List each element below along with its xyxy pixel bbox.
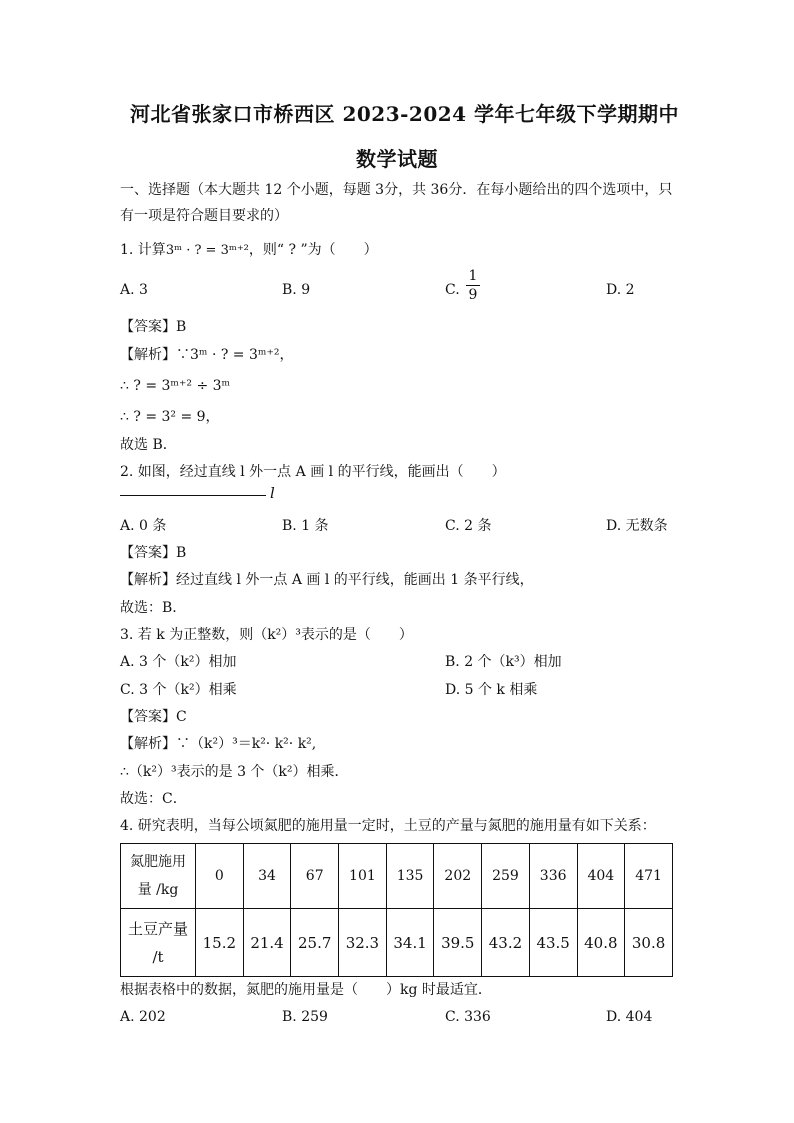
table-cell: 34.1 — [386, 909, 434, 977]
table-cell: 40.8 — [577, 909, 625, 977]
q3-option-b: B. 2 个（k³）相加 — [445, 654, 562, 670]
q4-option-b: B. 259 — [282, 1009, 328, 1025]
table-cell: 101 — [339, 844, 387, 909]
q4-follow-text: 根据表格中的数据，氮肥的施用量是（ ）kg 时最适宜． — [120, 982, 492, 998]
table-cell: 39.5 — [434, 909, 482, 977]
section-instructions-line2: 有一项是符合题目要求的） — [120, 208, 288, 224]
fraction-bar — [466, 285, 480, 286]
line-l-label: l — [270, 484, 275, 502]
q2-option-d: D. 无数条 — [606, 518, 668, 534]
q3-option-c: C. 3 个（k²）相乘 — [120, 682, 237, 698]
q1-stem — [120, 240, 378, 261]
table-cell: 135 — [386, 844, 434, 909]
table-cell: 0 — [196, 844, 244, 909]
q4-option-d: D. 404 — [606, 1009, 653, 1025]
q3-option-a: A. 3 个（k²）相加 — [120, 654, 237, 670]
q3-answer: 【答案】C — [120, 709, 187, 725]
row-header-fertilizer-line2: 量 /kg — [137, 882, 179, 898]
table-cell: 43.2 — [482, 909, 530, 977]
q2-option-b: B. 1 条 — [282, 518, 329, 534]
row-header-fertilizer — [121, 844, 196, 909]
row-header-yield — [121, 909, 196, 977]
row-header-yield-line1: 土豆产量 — [127, 919, 188, 938]
row-header-yield-line2: /t — [152, 947, 164, 966]
table-cell: 67 — [291, 844, 339, 909]
table-cell: 15.2 — [196, 909, 244, 977]
q1-option-c-fraction — [466, 268, 480, 303]
q1-analysis-line1: 【解析】∵3ᵐ · ? = 3ᵐ⁺²， — [120, 347, 294, 363]
q1-analysis-line4: 故选 B． — [120, 437, 177, 453]
q1-stem-suffix: ，则“ ? ”为（ ） — [248, 242, 378, 258]
q1-answer: 【答案】B — [120, 319, 187, 335]
q1-analysis-line2: ∴ ? = 3ᵐ⁺² ÷ 3ᵐ — [120, 378, 231, 394]
q3-analysis-line2: ∴（k²）³表示的是 3 个（k²）相乘． — [120, 764, 349, 780]
row-header-fertilizer-line1: 氮肥施用 — [130, 854, 186, 870]
table-cell: 336 — [529, 844, 577, 909]
q1-analysis-line3: ∴ ? = 3² = 9， — [120, 409, 220, 425]
fraction-denominator: 9 — [468, 287, 478, 303]
q2-analysis-line2: 故选：B. — [120, 600, 177, 616]
table-cell: 202 — [434, 844, 482, 909]
table-cell: 404 — [577, 844, 625, 909]
table-cell: 259 — [482, 844, 530, 909]
table-cell: 25.7 — [291, 909, 339, 977]
q3-analysis-line3: 故选：C． — [120, 791, 187, 807]
q1-option-d: D. 2 — [606, 282, 635, 298]
table-cell: 32.3 — [339, 909, 387, 977]
fertilizer-yield-table — [120, 843, 673, 977]
q1-option-c: C. — [445, 282, 460, 298]
q1-stem-expr: 3ᵐ · ? = 3ᵐ⁺² — [165, 243, 249, 258]
line-l-figure — [120, 495, 266, 496]
q4-option-a: A. 202 — [120, 1009, 166, 1025]
table-cell: 21.4 — [243, 909, 291, 977]
page-subtitle: 数学试题 — [356, 147, 438, 171]
table-cell: 34 — [243, 844, 291, 909]
q4-stem: 4. 研究表明，当每公顷氮肥的施用量一定时，土豆的产量与氮肥的施用量有如下关系： — [120, 818, 656, 834]
q4-option-c: C. 336 — [445, 1009, 491, 1025]
q3-option-d: D. 5 个 k 相乘 — [445, 682, 538, 698]
table-row-yield — [121, 909, 673, 977]
q3-stem: 3. 若 k 为正整数，则（k²）³表示的是（ ） — [120, 627, 413, 643]
table-cell: 471 — [625, 844, 673, 909]
q1-option-b: B. 9 — [282, 282, 311, 298]
q3-analysis-line1: 【解析】∵（k²）³＝k²· k²· k², — [120, 736, 317, 752]
q2-option-c: C. 2 条 — [445, 518, 492, 534]
q2-option-a: A. 0 条 — [120, 518, 167, 534]
q2-analysis-line1: 【解析】经过直线 l 外一点 A 画 l 的平行线，能画出 1 条平行线， — [120, 572, 534, 588]
table-cell: 43.5 — [529, 909, 577, 977]
section-instructions-line1: 一、选择题（本大题共 12 个小题，每题 3分，共 36分．在每小题给出的四个选项中，只 — [120, 182, 673, 198]
page-title: 河北省张家口市桥西区 2023-2024 学年七年级下学期期中 — [130, 102, 680, 126]
table-cell: 30.8 — [625, 909, 673, 977]
q1-option-a: A. 3 — [120, 282, 148, 298]
fraction-numerator: 1 — [468, 268, 478, 284]
table-row-fertilizer — [121, 844, 673, 909]
q2-stem: 2. 如图，经过直线 l 外一点 A 画 l 的平行线，能画出（ ） — [120, 464, 506, 480]
q2-answer: 【答案】B — [120, 545, 187, 561]
q1-stem-prefix: 1. 计算 — [120, 242, 166, 258]
